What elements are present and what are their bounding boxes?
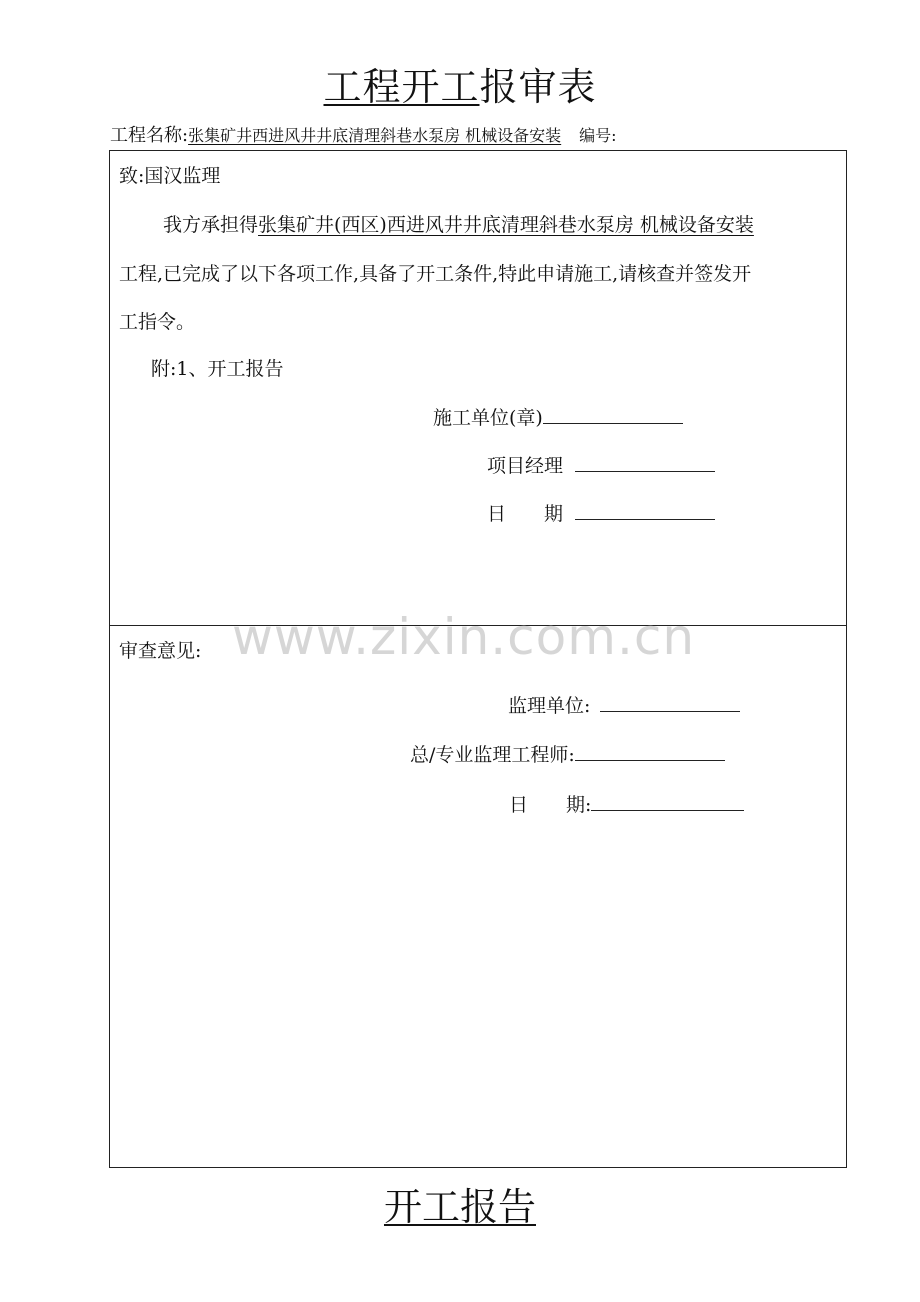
application-date-line[interactable] [575, 501, 715, 520]
watermark: www.zixin.com.cn [232, 608, 696, 666]
para-prefix: 我方承担得 [163, 214, 259, 236]
project-label: 工程名称: [110, 125, 189, 146]
form-title-rest: 报审表 [479, 65, 597, 109]
contractor-unit-line[interactable] [543, 405, 683, 424]
manager-signature-row [487, 453, 715, 479]
application-line2: 工程,已完成了以下各项工作,具备了开工条件,特此申请施工,请核查并签发开 [119, 263, 752, 285]
application-line1 [163, 212, 754, 238]
project-name: 张集矿井西进风井井底清理斜巷水泵房 机械设备安装 [188, 126, 562, 145]
engineer-row [410, 742, 725, 768]
review-date-line[interactable] [591, 792, 744, 811]
application-line3: 工指令。 [119, 311, 196, 333]
review-date-row [509, 792, 744, 818]
application-date-row [487, 501, 715, 527]
contractor-signature-row [433, 405, 683, 431]
contractor-unit-label: 施工单位(章) [433, 407, 543, 429]
attachment-line: 附:1、开工报告 [151, 358, 284, 380]
project-line [110, 124, 850, 148]
application-date-label: 日 期 [487, 503, 564, 525]
para-project: 张集矿井(西区)西进风井井底清理斜巷水泵房 机械设备安装 [258, 214, 754, 236]
manager-label: 项目经理 [487, 455, 564, 477]
supervisor-unit-row [508, 693, 740, 719]
addressee: 致:国汉监理 [119, 165, 221, 187]
review-opinion-label: 审查意见: [119, 640, 202, 662]
form-title [0, 62, 920, 112]
supervisor-unit-label: 监理单位: [508, 695, 591, 717]
manager-line[interactable] [575, 453, 715, 472]
next-page-title-text: 开工报告 [383, 1185, 536, 1229]
review-date-label: 日 期: [509, 794, 592, 816]
form-title-underlined: 工程开工 [323, 65, 480, 109]
engineer-label: 总/专业监理工程师: [410, 744, 575, 766]
engineer-line[interactable] [575, 742, 725, 761]
next-page-title [0, 1182, 920, 1232]
supervisor-unit-line[interactable] [600, 693, 740, 712]
number-label: 编号: [579, 126, 617, 145]
